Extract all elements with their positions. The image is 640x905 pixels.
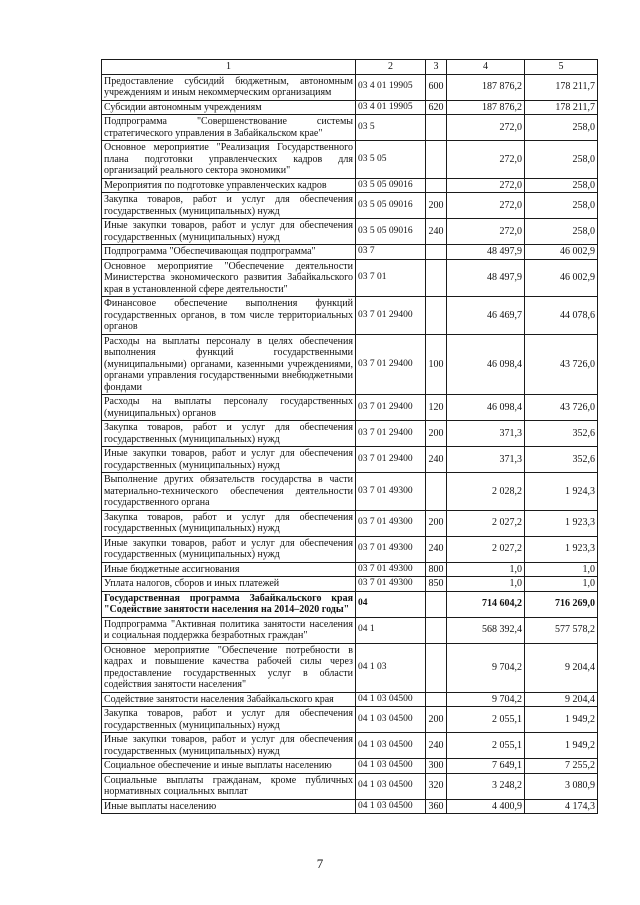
- row-code-cell: 03 7 01: [356, 259, 426, 297]
- row-name-cell: Иные закупки товаров, работ и услуг для обеспечения государственных (муниципальных) нужд: [102, 536, 356, 562]
- table-row: [102, 193, 598, 219]
- row-amount-2-cell: 716 269,0: [525, 591, 598, 617]
- row-amount-1-cell: 2 027,2: [447, 536, 525, 562]
- row-code-cell: 04 1 03 04500: [356, 707, 426, 733]
- row-expense-type-cell: 240: [426, 219, 447, 245]
- row-amount-1-cell: 2 028,2: [447, 473, 525, 511]
- row-name-cell: Содействие занятости населения Забайкальского края: [102, 692, 356, 707]
- row-name-cell: Подпрограмма "Активная политика занятости населения и социальная поддержка безработных граждан": [102, 617, 356, 643]
- header-col-1: 1: [102, 60, 356, 75]
- row-amount-1-cell: 48 497,9: [447, 259, 525, 297]
- header-col-5: 5: [525, 60, 598, 75]
- table-row: [102, 643, 598, 692]
- row-name-cell: Финансовое обеспечение выполнения функций государственных органов, в том числе территориальных органов: [102, 297, 356, 335]
- row-expense-type-cell: [426, 473, 447, 511]
- row-expense-type-cell: 100: [426, 334, 447, 395]
- row-expense-type-cell: 240: [426, 447, 447, 473]
- header-col-4: 4: [447, 60, 525, 75]
- row-amount-2-cell: 258,0: [525, 115, 598, 141]
- row-name-cell: Иные закупки товаров, работ и услуг для обеспечения государственных (муниципальных) нужд: [102, 219, 356, 245]
- table-row: [102, 692, 598, 707]
- row-amount-1-cell: 1,0: [447, 577, 525, 592]
- row-expense-type-cell: 200: [426, 707, 447, 733]
- row-code-cell: 03 5 05 09016: [356, 178, 426, 193]
- row-name-cell: Предоставление субсидий бюджетным, автономным учреждениям и иным некоммерческим организациям: [102, 74, 356, 100]
- header-col-3: 3: [426, 60, 447, 75]
- table-row: [102, 100, 598, 115]
- row-expense-type-cell: [426, 591, 447, 617]
- row-expense-type-cell: 850: [426, 577, 447, 592]
- row-amount-2-cell: 352,6: [525, 421, 598, 447]
- row-code-cell: 03 7 01 49300: [356, 562, 426, 577]
- table-row: [102, 219, 598, 245]
- row-amount-1-cell: 714 604,2: [447, 591, 525, 617]
- row-name-cell: Выполнение других обязательств государства в части материально-технического обеспечения деятельности государственного органа: [102, 473, 356, 511]
- row-amount-2-cell: 258,0: [525, 141, 598, 179]
- row-expense-type-cell: [426, 692, 447, 707]
- row-name-cell: Закупка товаров, работ и услуг для обеспечения государственных (муниципальных) нужд: [102, 510, 356, 536]
- row-amount-2-cell: 43 726,0: [525, 334, 598, 395]
- header-col-2: 2: [356, 60, 426, 75]
- table-row: [102, 473, 598, 511]
- row-name-cell: Основное мероприятие "Обеспечение деятельности Министерства экономического развития Забайкальского края в установленной сфере деятельности": [102, 259, 356, 297]
- row-expense-type-cell: 200: [426, 193, 447, 219]
- row-amount-1-cell: 272,0: [447, 115, 525, 141]
- row-amount-2-cell: 1 949,2: [525, 733, 598, 759]
- row-code-cell: 03 7 01 29400: [356, 334, 426, 395]
- row-amount-2-cell: 46 002,9: [525, 245, 598, 260]
- table-row: [102, 447, 598, 473]
- table-row: [102, 141, 598, 179]
- row-code-cell: 03 7 01 29400: [356, 297, 426, 335]
- row-expense-type-cell: [426, 178, 447, 193]
- row-amount-1-cell: 1,0: [447, 562, 525, 577]
- table-row: [102, 799, 598, 814]
- row-amount-1-cell: 371,3: [447, 447, 525, 473]
- row-amount-1-cell: 9 704,2: [447, 643, 525, 692]
- row-expense-type-cell: [426, 617, 447, 643]
- row-code-cell: 03 7 01 29400: [356, 395, 426, 421]
- row-name-cell: Социальное обеспечение и иные выплаты населению: [102, 759, 356, 774]
- row-expense-type-cell: [426, 115, 447, 141]
- row-name-cell: Основное мероприятие "Обеспечение потребности в кадрах и повышение качества рабочей силы через предоставление государственных услуг в области содействия занятости населения": [102, 643, 356, 692]
- table-row: [102, 395, 598, 421]
- table-row: [102, 536, 598, 562]
- table-row: [102, 334, 598, 395]
- row-code-cell: 03 5 05 09016: [356, 193, 426, 219]
- row-amount-1-cell: 187 876,2: [447, 100, 525, 115]
- table-row: [102, 510, 598, 536]
- row-expense-type-cell: [426, 297, 447, 335]
- row-amount-2-cell: 178 211,7: [525, 100, 598, 115]
- row-amount-1-cell: 46 098,4: [447, 334, 525, 395]
- row-amount-1-cell: 187 876,2: [447, 74, 525, 100]
- row-name-cell: Иные закупки товаров, работ и услуг для обеспечения государственных (муниципальных) нужд: [102, 733, 356, 759]
- table-row: [102, 115, 598, 141]
- row-amount-1-cell: 46 098,4: [447, 395, 525, 421]
- row-expense-type-cell: 360: [426, 799, 447, 814]
- row-amount-2-cell: 1 924,3: [525, 473, 598, 511]
- row-expense-type-cell: 200: [426, 510, 447, 536]
- row-amount-2-cell: 43 726,0: [525, 395, 598, 421]
- row-name-cell: Подпрограмма "Обеспечивающая подпрограмма": [102, 245, 356, 260]
- row-expense-type-cell: 600: [426, 74, 447, 100]
- table-row: [102, 759, 598, 774]
- row-expense-type-cell: 320: [426, 773, 447, 799]
- row-code-cell: 04 1: [356, 617, 426, 643]
- row-name-cell: Закупка товаров, работ и услуг для обеспечения государственных (муниципальных) нужд: [102, 193, 356, 219]
- row-name-cell: Субсидии автономным учреждениям: [102, 100, 356, 115]
- row-amount-2-cell: 1 923,3: [525, 536, 598, 562]
- row-expense-type-cell: 240: [426, 733, 447, 759]
- row-amount-2-cell: 44 078,6: [525, 297, 598, 335]
- row-code-cell: 04 1 03: [356, 643, 426, 692]
- row-expense-type-cell: 120: [426, 395, 447, 421]
- row-code-cell: 03 7 01 29400: [356, 447, 426, 473]
- table-row: [102, 577, 598, 592]
- row-code-cell: 04 1 03 04500: [356, 692, 426, 707]
- row-amount-1-cell: 272,0: [447, 178, 525, 193]
- row-name-cell: Социальные выплаты гражданам, кроме публичных нормативных социальных выплат: [102, 773, 356, 799]
- row-name-cell: Расходы на выплаты персоналу в целях обеспечения выполнения функций государственными (муниципальными) органами, казенными учреждениями, органами управления государственными внебюджетными фондами: [102, 334, 356, 395]
- row-amount-1-cell: 46 469,7: [447, 297, 525, 335]
- row-expense-type-cell: [426, 259, 447, 297]
- table-row: [102, 591, 598, 617]
- table-row: [102, 773, 598, 799]
- page-number: 7: [316, 856, 324, 871]
- row-code-cell: 03 5 05: [356, 141, 426, 179]
- row-amount-1-cell: 272,0: [447, 219, 525, 245]
- table-row: [102, 707, 598, 733]
- table-row: [102, 617, 598, 643]
- row-code-cell: 03 4 01 19905: [356, 100, 426, 115]
- row-name-cell: Иные выплаты населению: [102, 799, 356, 814]
- row-amount-1-cell: 371,3: [447, 421, 525, 447]
- row-code-cell: 04 1 03 04500: [356, 773, 426, 799]
- row-amount-2-cell: 3 080,9: [525, 773, 598, 799]
- row-code-cell: 03 5 05 09016: [356, 219, 426, 245]
- row-code-cell: 03 7 01 49300: [356, 510, 426, 536]
- table-header-row: [102, 60, 598, 75]
- row-amount-1-cell: 9 704,2: [447, 692, 525, 707]
- row-expense-type-cell: 200: [426, 421, 447, 447]
- row-amount-2-cell: 178 211,7: [525, 74, 598, 100]
- row-expense-type-cell: 300: [426, 759, 447, 774]
- row-amount-1-cell: 272,0: [447, 193, 525, 219]
- row-amount-1-cell: 48 497,9: [447, 245, 525, 260]
- row-amount-1-cell: 272,0: [447, 141, 525, 179]
- table-row: [102, 178, 598, 193]
- row-amount-1-cell: 2 055,1: [447, 707, 525, 733]
- row-name-cell: Основное мероприятие "Реализация Государственного плана подготовки управленческих кадров для организаций реального сектора экономики": [102, 141, 356, 179]
- row-amount-2-cell: 258,0: [525, 219, 598, 245]
- row-name-cell: Закупка товаров, работ и услуг для обеспечения государственных (муниципальных) нужд: [102, 421, 356, 447]
- row-name-cell: Иные бюджетные ассигнования: [102, 562, 356, 577]
- row-amount-2-cell: 352,6: [525, 447, 598, 473]
- row-expense-type-cell: [426, 141, 447, 179]
- row-amount-1-cell: 2 027,2: [447, 510, 525, 536]
- row-code-cell: 04 1 03 04500: [356, 759, 426, 774]
- row-code-cell: 03 4 01 19905: [356, 74, 426, 100]
- row-amount-2-cell: 46 002,9: [525, 259, 598, 297]
- table-row: [102, 245, 598, 260]
- row-code-cell: 03 7 01 49300: [356, 577, 426, 592]
- row-name-cell: Иные закупки товаров, работ и услуг для обеспечения государственных (муниципальных) нужд: [102, 447, 356, 473]
- row-amount-2-cell: 9 204,4: [525, 643, 598, 692]
- row-amount-2-cell: 258,0: [525, 193, 598, 219]
- row-name-cell: Расходы на выплаты персоналу государственных (муниципальных) органов: [102, 395, 356, 421]
- table-row: [102, 259, 598, 297]
- row-amount-2-cell: 1 949,2: [525, 707, 598, 733]
- row-code-cell: 03 7: [356, 245, 426, 260]
- row-code-cell: 03 7 01 49300: [356, 536, 426, 562]
- table-row: [102, 74, 598, 100]
- row-code-cell: 04 1 03 04500: [356, 799, 426, 814]
- row-name-cell: Государственная программа Забайкальского края "Содействие занятости населения на 2014–2020 годы": [102, 591, 356, 617]
- row-amount-2-cell: 1,0: [525, 577, 598, 592]
- row-expense-type-cell: 240: [426, 536, 447, 562]
- row-expense-type-cell: 800: [426, 562, 447, 577]
- row-amount-1-cell: 2 055,1: [447, 733, 525, 759]
- row-amount-2-cell: 1 923,3: [525, 510, 598, 536]
- table-row: [102, 562, 598, 577]
- row-amount-2-cell: 7 255,2: [525, 759, 598, 774]
- row-amount-2-cell: 9 204,4: [525, 692, 598, 707]
- row-code-cell: 04 1 03 04500: [356, 733, 426, 759]
- budget-table: [101, 59, 598, 814]
- table-row: [102, 733, 598, 759]
- row-expense-type-cell: [426, 245, 447, 260]
- row-amount-1-cell: 7 649,1: [447, 759, 525, 774]
- row-amount-1-cell: 4 400,9: [447, 799, 525, 814]
- row-code-cell: 04: [356, 591, 426, 617]
- row-amount-1-cell: 3 248,2: [447, 773, 525, 799]
- row-amount-1-cell: 568 392,4: [447, 617, 525, 643]
- row-expense-type-cell: 620: [426, 100, 447, 115]
- row-code-cell: 03 7 01 29400: [356, 421, 426, 447]
- row-code-cell: 03 7 01 49300: [356, 473, 426, 511]
- table-body: [102, 60, 598, 814]
- row-name-cell: Закупка товаров, работ и услуг для обеспечения государственных (муниципальных) нужд: [102, 707, 356, 733]
- table-row: [102, 297, 598, 335]
- row-amount-2-cell: 1,0: [525, 562, 598, 577]
- row-amount-2-cell: 258,0: [525, 178, 598, 193]
- table-row: [102, 421, 598, 447]
- row-expense-type-cell: [426, 643, 447, 692]
- row-amount-2-cell: 577 578,2: [525, 617, 598, 643]
- row-name-cell: Мероприятия по подготовке управленческих кадров: [102, 178, 356, 193]
- row-amount-2-cell: 4 174,3: [525, 799, 598, 814]
- row-name-cell: Подпрограмма "Совершенствование системы стратегического управления в Забайкальском крае": [102, 115, 356, 141]
- row-code-cell: 03 5: [356, 115, 426, 141]
- row-name-cell: Уплата налогов, сборов и иных платежей: [102, 577, 356, 592]
